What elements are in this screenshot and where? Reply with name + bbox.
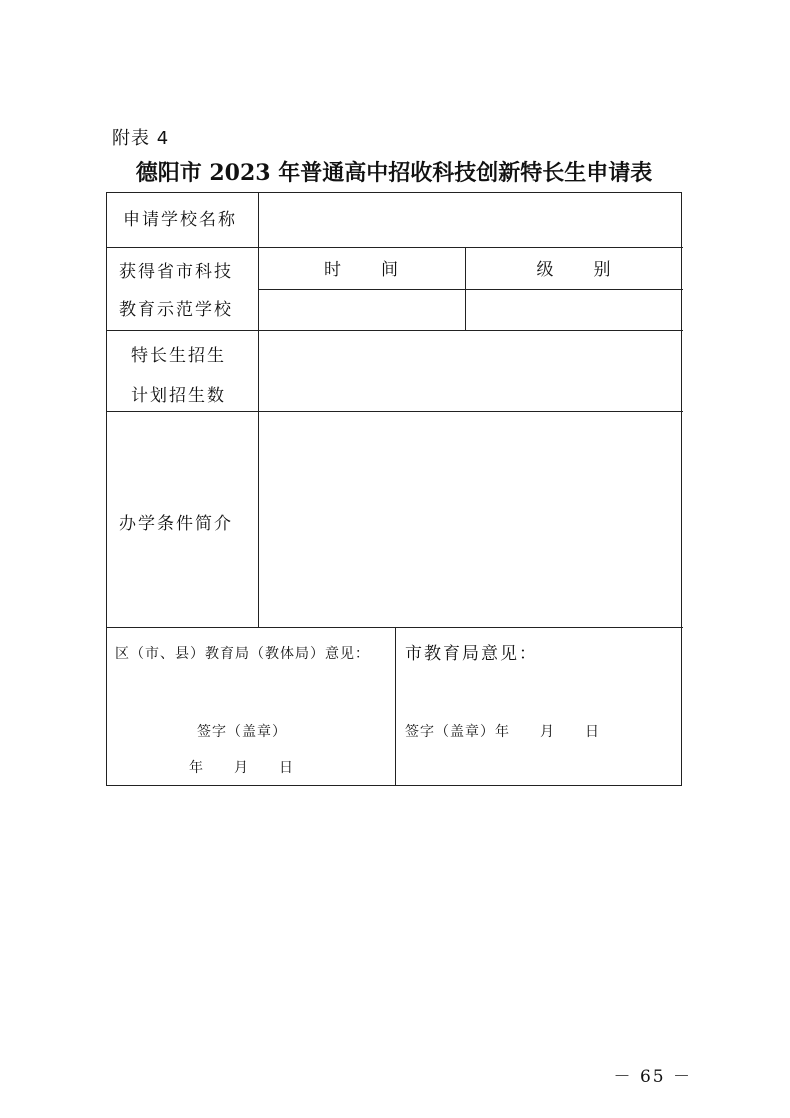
row-divider-2: [107, 330, 683, 331]
page-number: － 65 －: [613, 1067, 692, 1087]
form-title: 德阳市 2023 年普通高中招收科技创新特长生申请表: [135, 160, 653, 186]
conditions-label: 办学条件简介: [119, 514, 233, 534]
demo-school-label-line2: 教育示范学校: [119, 300, 233, 320]
level-value[interactable]: [473, 291, 673, 329]
district-sign-label: 签字（盖章）: [197, 724, 287, 740]
quota-label-line2: 计划招生数: [131, 386, 226, 406]
time-header: 时 间: [324, 260, 400, 280]
quota-label-line1: 特长生招生: [131, 346, 226, 366]
application-form-table: [106, 192, 682, 786]
city-sign-date-label: 签字（盖章）年 月 日: [405, 724, 600, 740]
level-header: 级 别: [536, 260, 613, 280]
quota-value[interactable]: [273, 353, 673, 391]
demo-school-label-line1: 获得省市科技: [119, 262, 233, 282]
district-opinion-label: 区（市、县）教育局（教体局）意见：: [115, 646, 370, 662]
conditions-value[interactable]: [273, 423, 673, 613]
row-divider-time-header: [259, 289, 683, 290]
city-opinion-label: 市教育局意见：: [405, 644, 538, 664]
district-date-label: 年 月 日: [189, 760, 294, 776]
opinion-divider: [395, 627, 396, 785]
school-name-label: 申请学校名称: [123, 210, 237, 230]
time-value[interactable]: [267, 291, 457, 329]
row-divider-1: [107, 247, 683, 248]
attachment-label: 附表 4: [112, 128, 170, 149]
school-name-value[interactable]: [273, 201, 673, 239]
